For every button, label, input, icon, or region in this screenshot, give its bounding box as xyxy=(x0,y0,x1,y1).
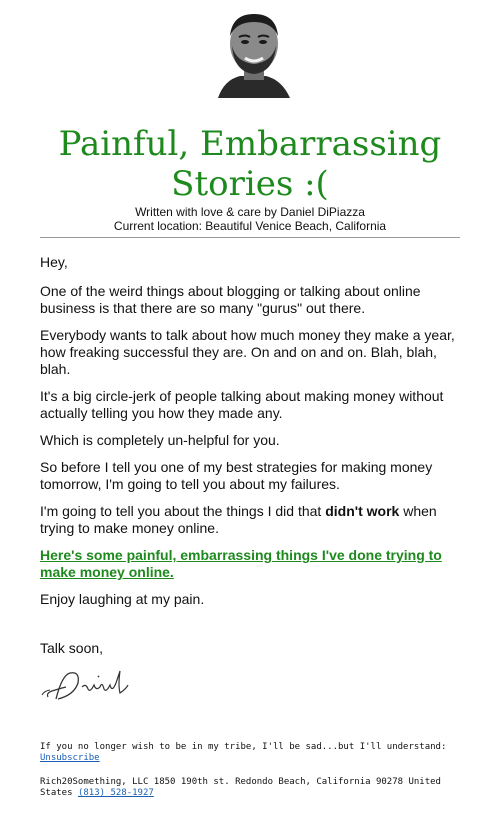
paragraph xyxy=(40,503,460,537)
paragraph: One of the weird things about blogging or talking about online business is that there are so many "gurus" out there. xyxy=(40,283,421,316)
paragraph xyxy=(40,547,460,581)
divider xyxy=(40,237,460,238)
byline-author: Written with love & care by Daniel DiPiazza xyxy=(135,205,365,219)
paragraph: Everybody wants to talk about how much money they make a year, how freaking successful they are. On and on and on. Blah, blah, blah. xyxy=(40,327,455,377)
byline-location: Current location: Beautiful Venice Beach, California xyxy=(113,219,387,233)
unsubscribe-note: If you no longer wish to be in my tribe, I'll be sad...but I'll understand: xyxy=(40,742,447,752)
paragraph-text: I'm going to tell you about the things I did that xyxy=(40,503,326,519)
byline xyxy=(40,205,460,233)
unsubscribe-row xyxy=(40,753,465,764)
author-photo xyxy=(210,6,296,98)
address-text: Rich20Something, LLC 1850 190th st. Redondo Beach, California 90278 United States xyxy=(40,777,441,798)
paragraph: Which is completely un-helpful for you. xyxy=(40,432,280,448)
paragraph: It's a big circle-jerk of people talking about making money without actually telling you how they made any. xyxy=(40,388,444,421)
failures-link[interactable]: Here's some painful, embarrassing things I've done trying to make money online. xyxy=(40,547,442,580)
greeting: Hey, xyxy=(40,254,68,270)
paragraph-text: when trying to make money online. xyxy=(40,503,437,536)
signature-image xyxy=(40,663,150,705)
emphasis-text: didn't work xyxy=(325,503,400,519)
email-footer xyxy=(40,742,465,799)
sign-off: Talk soon, xyxy=(40,640,104,656)
paragraph: So before I tell you one of my best strategies for making money tomorrow, I'm going to tell you about my failures. xyxy=(40,459,433,492)
unsubscribe-link[interactable]: Unsubscribe xyxy=(40,753,100,763)
phone-link[interactable]: (813) 528-1927 xyxy=(77,788,154,798)
paragraph: Enjoy laughing at my pain. xyxy=(40,591,205,607)
newsletter-title: Painful, Embarrassing Stories :( xyxy=(58,124,442,204)
company-address xyxy=(40,777,465,799)
email-body xyxy=(40,254,460,618)
